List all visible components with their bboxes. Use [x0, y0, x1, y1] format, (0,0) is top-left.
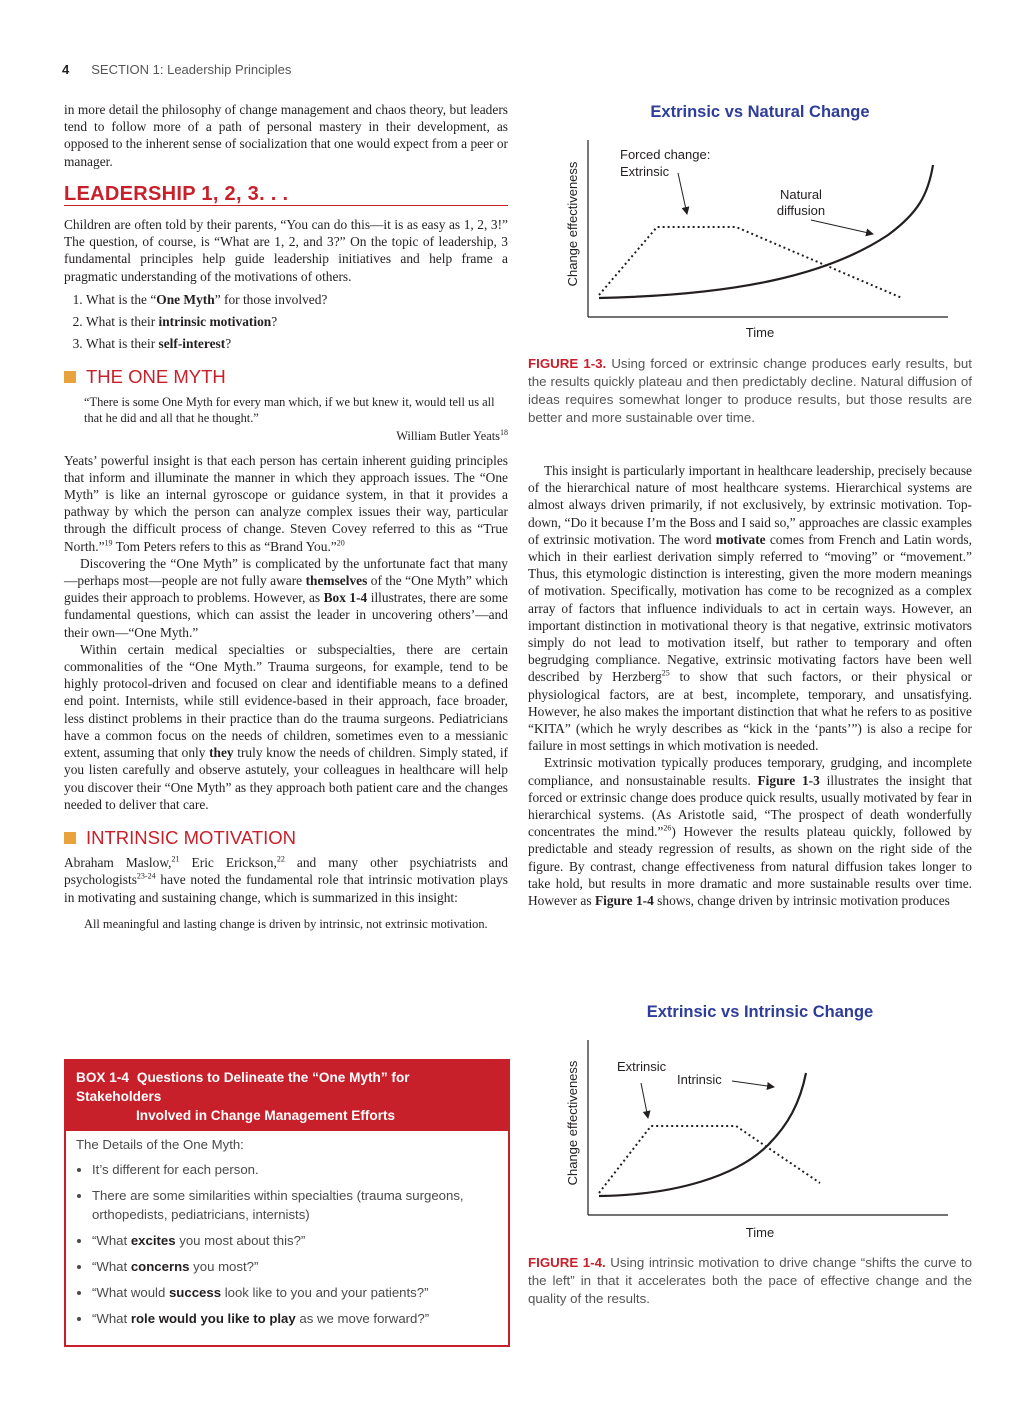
box-label: BOX 1-4	[76, 1070, 129, 1085]
principles-list	[64, 291, 508, 353]
arrow-intrinsic	[732, 1081, 774, 1087]
arrow-extrinsic	[641, 1083, 648, 1118]
x-axis-label: Time	[745, 325, 775, 340]
label-extrinsic: Extrinsic	[620, 164, 670, 179]
box-title-line2: Involved in Change Management Efforts	[136, 1108, 396, 1123]
paragraph-yeats: Yeats’ powerful insight is that each person has certain inherent guiding principles that inform and illuminate the manner in which they approach issues. The “One Myth” is like an internal gyroscope or guidance system, in that it provides a pathway by which the person can analyze complex issues their way, particular through the difficult process of change. Steven Covey referred to this as “True North.”$^{19}$ Tom Peters refers to this as “Brand You.”$^{20}$	[64, 452, 508, 554]
arrow-natural	[811, 220, 873, 234]
box-header	[66, 1061, 508, 1131]
list-item: • It’s different for each person.	[92, 1160, 498, 1179]
extrinsic-curve	[599, 227, 902, 298]
insight-blockquote: All meaningful and lasting change is driven by intrinsic, not extrinsic motivation.	[84, 916, 488, 931]
right-column	[528, 462, 972, 909]
intrinsic-curve	[599, 1073, 806, 1196]
leadership-paragraph: Children are often told by their parents, “You can do this—it is as easy as 1, 2, 3!” The question, of course, is “What are 1, 2, and 3?” On the topic of leadership, 3 fundamental principles help guide leadership initiatives and help frame a pragmatic understanding of the motivations of others.	[64, 217, 508, 284]
label-natural: Natural	[780, 187, 822, 202]
square-bullet-icon	[64, 371, 76, 383]
label-extrinsic: Extrinsic	[617, 1059, 667, 1074]
figure-title: Extrinsic vs Natural Change	[650, 103, 870, 121]
y-axis-label: Change effectiveness	[565, 161, 580, 287]
list-item: 3. What is their self-interest?	[86, 335, 508, 352]
left-column	[64, 101, 508, 932]
intro-paragraph: in more detail the philosophy of change management and chaos theory, but leaders tend to follow more of a path of personal mastery in their development, as opposed to the inherent sense of socialization that one would expect from a peer or manager.	[64, 102, 508, 169]
list-item: 1. What is the “One Myth” for those involved?	[86, 291, 508, 308]
list-item: • “What role would you like to play as we move forward?”	[92, 1309, 498, 1328]
box-title-line1: Questions to Delineate the “One Myth” for Stakeholders	[76, 1070, 410, 1104]
figure-1-3	[528, 95, 988, 350]
paragraph-maslow: Abraham Maslow,$^{21}$ Eric Erickson,$^{22}$ and many other psychiatrists and psychologists$^{23-24}$ have noted the fundamental role that intrinsic motivation plays in motivating and sustaining change, which is summarized in this insight:	[64, 854, 508, 905]
epigraph	[84, 394, 508, 444]
heading-one-myth: THE ONE MYTH	[64, 368, 508, 385]
natural-diffusion-curve	[599, 165, 933, 298]
list-item: • “What excites you most about this?”	[92, 1231, 498, 1250]
figure-title: Extrinsic vs Intrinsic Change	[646, 1003, 874, 1021]
list-item: • “What concerns you most?”	[92, 1257, 498, 1276]
box-list	[76, 1160, 498, 1328]
label-intrinsic: Intrinsic	[677, 1072, 722, 1087]
list-item: • There are some similarities within specialties (trauma surgeons, orthopedists, pediatricians, internists)	[92, 1186, 498, 1224]
label-forced-change: Forced change:	[620, 147, 711, 162]
paragraph-extrinsic: Extrinsic motivation typically produces temporary, grudging, and incomplete compliance, and nonsustainable results. Figure 1-3 illustrates the insight that forced or extrinsic change does produce quick results, usually motivated by fear in hierarchical systems. (As Aristotle said, “The prospect of death wonderfully concentrates the mind.”$^{26}$) However the results plateau quickly, followed by predictable and steady regression of results, as shown on the right side of the figure. By contrast, change effectiveness from natural diffusion takes longer to take hold, but results in more dramatic and more sustainable results over time. However as Figure 1-4 shows, change driven by intrinsic motivation produces	[528, 755, 973, 909]
x-axis-label: Time	[745, 1225, 775, 1240]
extrinsic-curve	[599, 1126, 820, 1193]
quote-attribution: William Butler Yeats$^{18}$	[396, 427, 508, 443]
box-body	[66, 1131, 508, 1345]
box-1-4	[64, 1059, 510, 1347]
quote-text: “There is some One Myth for every man which, if we but knew it, would tell us all that he did and all that he thought.”	[84, 394, 495, 425]
y-axis-label: Change effectiveness	[565, 1060, 580, 1186]
figure-1-4-caption: FIGURE 1-4. Using intrinsic motivation to drive change “shifts the curve to the left” in that it accelerates both the pace of effective change and the quality of the results.	[528, 1255, 972, 1306]
heading-leadership: LEADERSHIP 1, 2, 3. . .	[64, 186, 508, 206]
list-item: 2. What is their intrinsic motivation?	[86, 313, 508, 330]
page-number: 4	[62, 62, 70, 77]
section-title: SECTION 1: Leadership Principles	[91, 62, 292, 77]
paragraph-discovering: Discovering the “One Myth” is complicated by the unfortunate fact that many—perhaps most—people are not fully aware themselves of the “One Myth” which guides their approach to problems. However, as Box 1-4 illustrates, there are some fundamental questions, which can assist the leader in uncovering others’—and their own—“One Myth.”	[64, 555, 508, 640]
arrow-forced	[678, 173, 687, 214]
list-item: • “What would success look like to you and your patients?”	[92, 1283, 498, 1302]
page-header	[62, 62, 291, 77]
label-diffusion: diffusion	[776, 203, 826, 218]
paragraph-within: Within certain medical specialties or subspecialties, there are certain commonalities of the “One Myth.” Trauma surgeons, for example, tend to be highly protocol-driven and focused on clear and identifiable means to a defined end point. Internists, while still evidence-based in their approach, face broader, less distinct problems in their practice than do the trauma surgeons. Pediatricians have a common focus on the needs of children, sometimes even to a messianic extent, assuming that only they truly know the needs of children. Simply stated, if you listen carefully and observe astutely, your colleagues in healthcare will help you discover their “One Myth” as they approach both patient care and the changes needed to deliver that care.	[64, 641, 508, 812]
figure-1-4	[528, 995, 988, 1245]
box-intro: The Details of the One Myth:	[76, 1137, 244, 1152]
paragraph-healthcare: This insight is particularly important in healthcare leadership, precisely because of the hierarchical nature of most healthcare systems. Hierarchical systems are almost always driven primarily, if not exclusively, by extrinsic motivation. Top-down, “Do it because I’m the Boss and I said so,” approaches are classic examples of extrinsic motivation. The word motivate comes from French and Latin words, which in their earliest derivation simply referred to “moving” or “movement.” Thus, this etymologic distinction is interesting, given the more modern meanings of motivation. Specifically, motivation has come to be recognized as a complex array of factors that influence individuals to act in certain ways. However, an important distinction in motivational theory is that negative, extrinsic motivators simply do not lead to motivation itself, but rather to temporary and often begrudging compliance. Negative, extrinsic motivating factors have been well described by Herzberg$^{25}$ to show that such factors, or their physical or physiological factors, are at best, incomplete, temporary, and unsatisfying. However, he also makes the important distinction that what he refers to as positive “KITA” (which he wryly describes as “kick in the ‘pants’”) is also a recipe for failure in most settings in which motivation is needed.	[528, 463, 972, 754]
heading-intrinsic-motivation: INTRINSIC MOTIVATION	[64, 829, 508, 846]
figure-1-3-caption: FIGURE 1-3. Using forced or extrinsic change produces early results, but the results quickly plateau and then predictably decline. Natural diffusion of ideas requires somewhat longer to produce results, but those results are better and more sustainable over time.	[528, 356, 972, 425]
square-bullet-icon	[64, 832, 76, 844]
